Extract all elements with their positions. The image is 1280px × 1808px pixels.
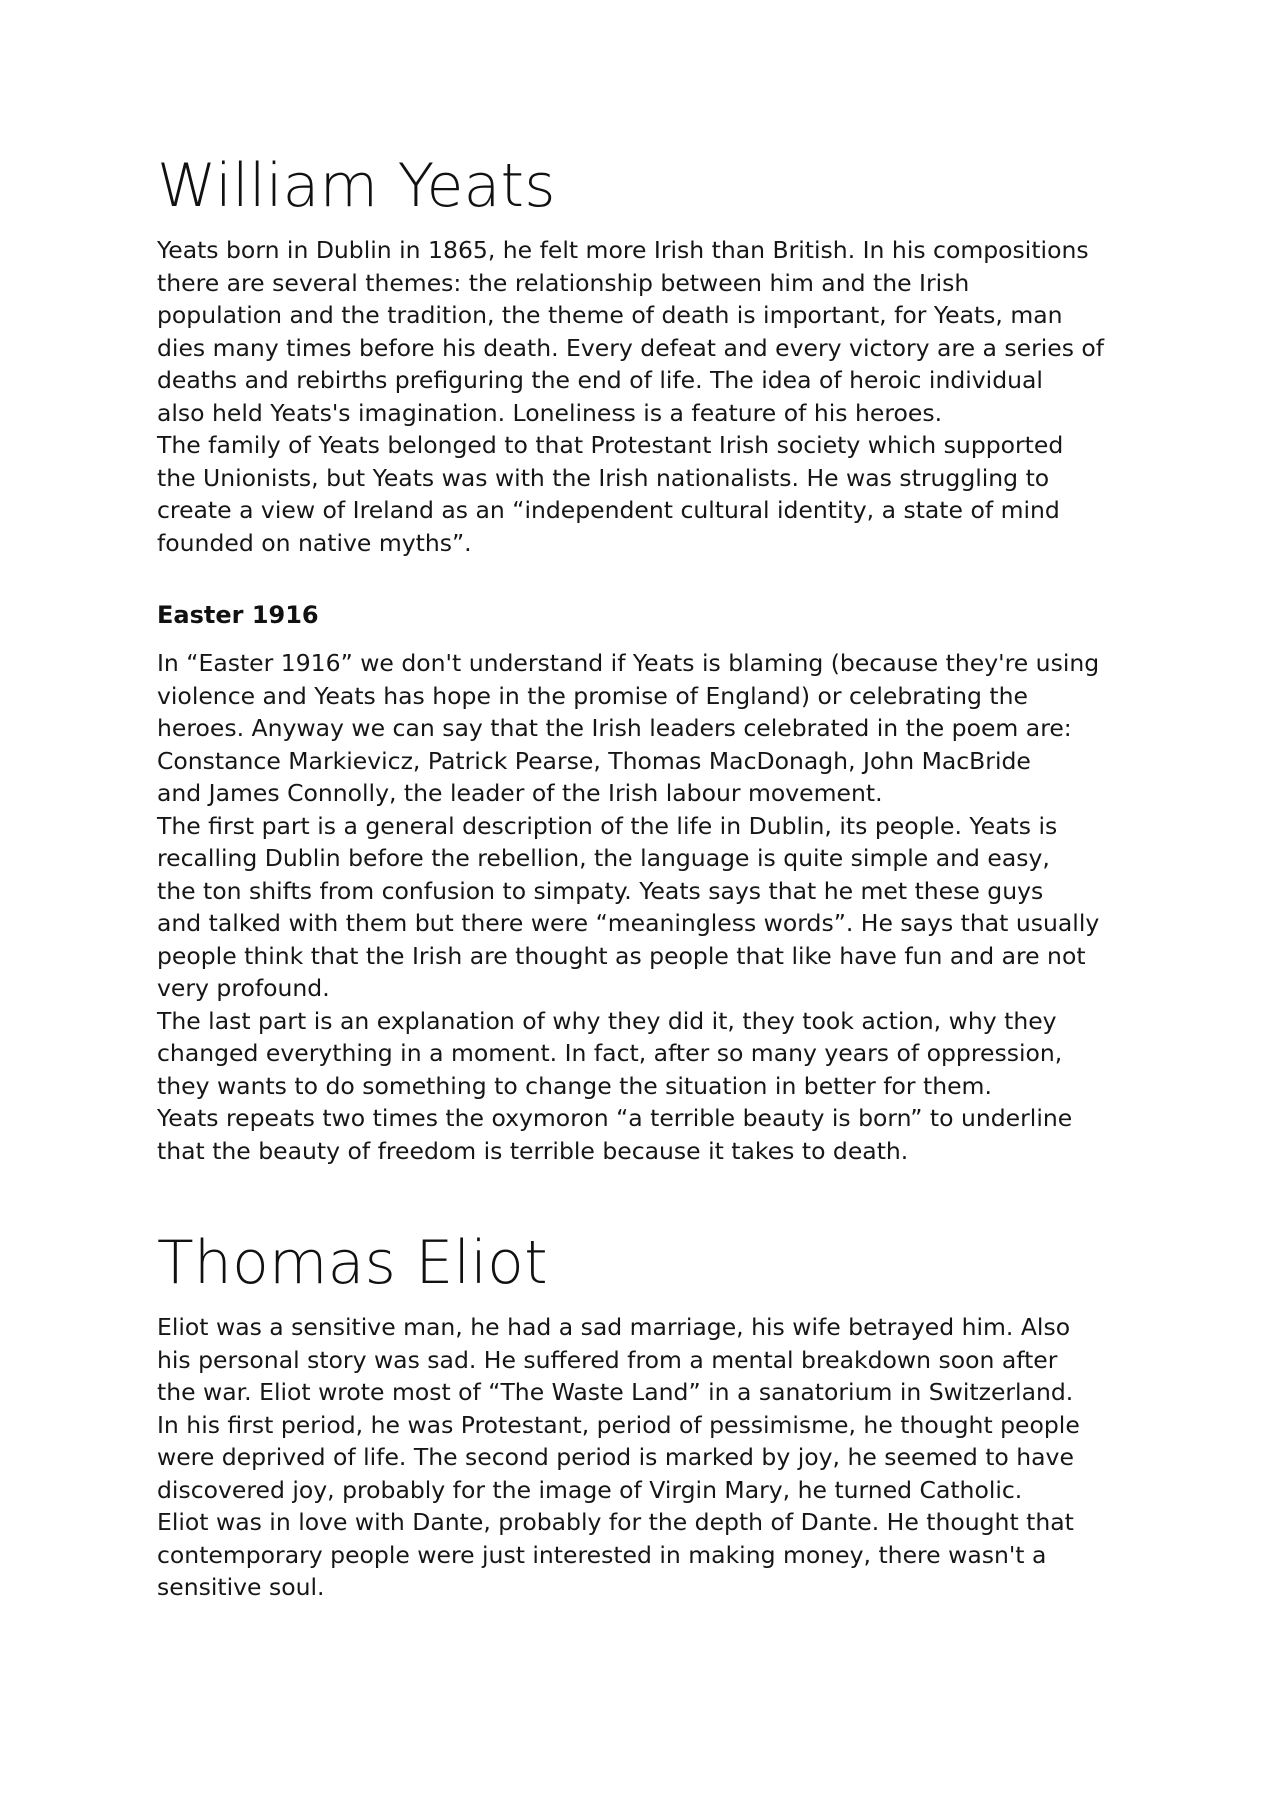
subsection-title-easter-1916: Easter 1916 <box>157 601 319 629</box>
text-line: heroes. Anyway we can say that the Irish leaders celebrated in the poem are: <box>157 714 1072 742</box>
text-line: Eliot was in love with Dante, probably for the depth of Dante. He thought that <box>157 1508 1074 1536</box>
text-line: founded on native myths”. <box>157 528 472 557</box>
text-line: and talked with them but there were “meaningless words”. He says that usually <box>157 909 1100 937</box>
section-title-yeats: William Yeats <box>157 151 556 221</box>
text-line: changed everything in a moment. In fact, after so many years of oppression, <box>157 1039 1063 1067</box>
text-line: The last part is an explanation of why they did it, they took action, why they <box>157 1006 1057 1035</box>
text-line: population and the tradition, the theme of death is important, for Yeats, man <box>157 301 1063 329</box>
text-line: deaths and rebirths prefiguring the end of life. The idea of heroic individual <box>157 366 1043 394</box>
text-line: Yeats repeats two times the oxymoron “a terrible beauty is born” to underline <box>157 1104 1073 1132</box>
spacer <box>157 559 1157 599</box>
text-line: the war. Eliot wrote most of “The Waste Land” in a sanatorium in Switzerland. <box>157 1378 1074 1406</box>
text-line: they wants to do something to change the situation in better for them. <box>157 1071 992 1100</box>
spacer <box>157 1167 1157 1227</box>
paragraph-eliot-dante <box>157 1506 1157 1604</box>
paragraph-yeats-family <box>157 429 1157 559</box>
document-page <box>157 150 1157 1604</box>
paragraph-eliot-periods <box>157 1409 1157 1507</box>
paragraph-easter-last-part <box>157 1005 1157 1103</box>
text-line: Eliot was a sensitive man, he had a sad marriage, his wife betrayed him. Also <box>157 1313 1071 1341</box>
text-line: Yeats born in Dublin in 1865, he felt more Irish than British. In his compositions <box>157 236 1089 264</box>
text-line: discovered joy, probably for the image of Virgin Mary, he turned Catholic. <box>157 1475 1023 1504</box>
paragraph-yeats-themes <box>157 234 1157 429</box>
text-line: The family of Yeats belonged to that Protestant Irish society which supported <box>157 431 1064 459</box>
text-line: very profound. <box>157 974 330 1002</box>
text-line: that the beauty of freedom is terrible because it takes to death. <box>157 1136 909 1165</box>
text-line: the Unionists, but Yeats was with the Irish nationalists. He was struggling to <box>157 463 1050 492</box>
paragraph-easter-first-part <box>157 810 1157 1005</box>
text-line: dies many times before his death. Every defeat and every victory are a series of <box>157 333 1105 362</box>
text-line: contemporary people were just interested in making money, there wasn't a <box>157 1540 1047 1569</box>
text-line: also held Yeats's imagination. Loneliness is a feature of his heroes. <box>157 398 943 427</box>
text-line: create a view of Ireland as an “independent cultural identity, a state of mind <box>157 496 1060 524</box>
paragraph-eliot-life <box>157 1311 1157 1409</box>
text-line: Constance Markievicz, Patrick Pearse, Thomas MacDonagh, John MacBride <box>157 746 1031 775</box>
text-line: In his first period, he was Protestant, period of pessimisme, he thought people <box>157 1410 1080 1439</box>
text-line: sensitive soul. <box>157 1573 325 1601</box>
text-line: recalling Dublin before the rebellion, the language is quite simple and easy, <box>157 844 1050 872</box>
text-line: violence and Yeats has hope in the promise of England) or celebrating the <box>157 681 1028 710</box>
text-line: the ton shifts from confusion to simpaty. Yeats says that he met these guys <box>157 876 1044 905</box>
paragraph-easter-oxymoron <box>157 1102 1157 1167</box>
text-line: his personal story was sad. He suffered from a mental breakdown soon after <box>157 1345 1058 1374</box>
text-line: there are several themes: the relationship between him and the Irish <box>157 268 970 297</box>
text-line: and James Connolly, the leader of the Irish labour movement. <box>157 779 883 807</box>
text-line: were deprived of life. The second period is marked by joy, he seemed to have <box>157 1443 1074 1471</box>
text-line: The first part is a general description of the life in Dublin, its people. Yeats is <box>157 811 1058 840</box>
section-title-eliot: Thomas Eliot <box>157 1228 548 1298</box>
paragraph-easter-intro <box>157 647 1157 810</box>
text-line: people think that the Irish are thought as people that like have fun and are not <box>157 941 1086 970</box>
text-line: In “Easter 1916” we don't understand if Yeats is blaming (because they're using <box>157 649 1100 677</box>
